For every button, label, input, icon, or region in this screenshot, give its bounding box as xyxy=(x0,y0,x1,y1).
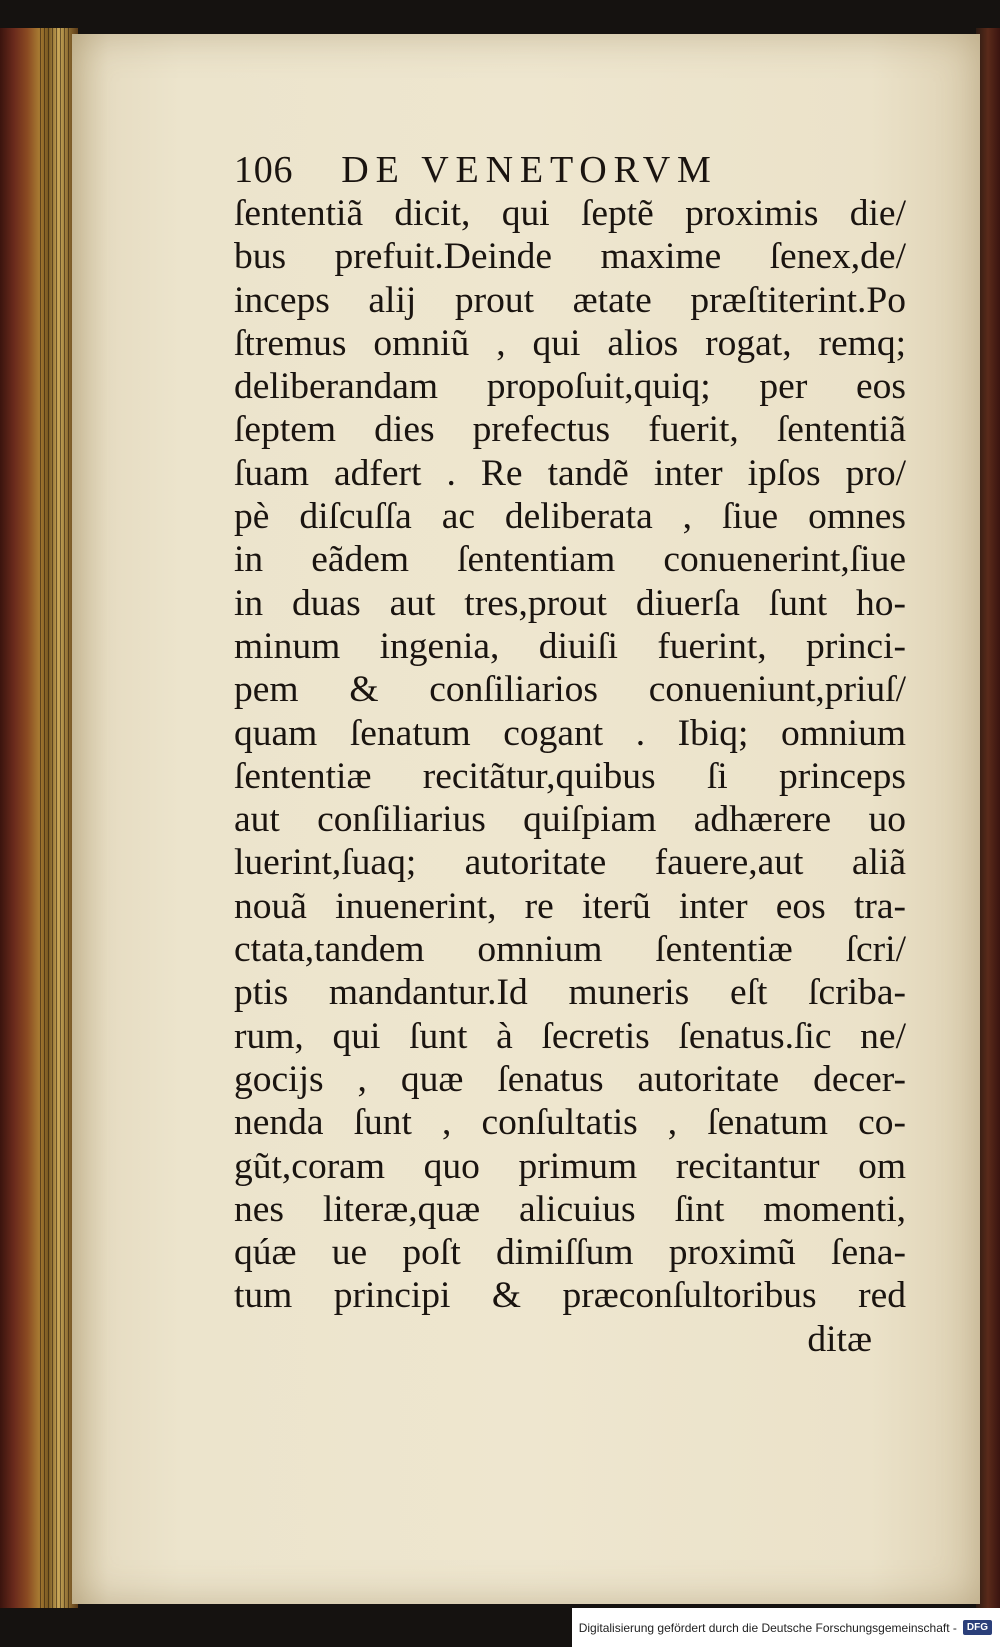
catchword: ditæ xyxy=(807,1318,872,1360)
text-line: ſententiã dicit, qui ſeptẽ proximis die/ xyxy=(234,193,906,234)
text-line: nenda ſunt , conſultatis , ſenatum co- xyxy=(234,1102,906,1144)
credit-text: Digitalisierung gefördert durch die Deutsche Forschungsgemeinschaft - xyxy=(578,1620,957,1635)
body-text xyxy=(234,192,906,1361)
text-line: ptis mandantur.Id muneris eſt ſcriba- xyxy=(234,972,906,1014)
text-line: pem & conſiliarios conueniunt,priuſ/ xyxy=(234,669,906,711)
text-line: ſeptem dies prefectus fuerit, ſententiã xyxy=(234,409,906,451)
text-line: gocijs , quæ ſenatus autoritate decer- xyxy=(234,1058,906,1100)
text-line: in duas aut tres,prout diuerſa ſunt ho- xyxy=(234,582,906,624)
text-line: minum ingenia, diuiſi fuerint, princi- xyxy=(234,625,906,667)
book-fore-edge xyxy=(0,28,78,1608)
text-line: luerint,ſuaq; autoritate fauere,aut aliã xyxy=(234,842,906,884)
text-line: rum, qui ſunt à ſecretis ſenatus.ſic ne/ xyxy=(234,1015,906,1057)
text-line: inceps alij prout ætate præſtiterint.Po xyxy=(234,279,906,321)
text-line: in eãdem ſententiam conuenerint,ſiue xyxy=(234,539,906,581)
page-edges xyxy=(40,28,70,1608)
text-line: qúæ ue poſt dimiſſum proximũ ſena- xyxy=(234,1232,906,1274)
text-line: aut conſiliarius quiſpiam adhærere uo xyxy=(234,799,906,841)
digitization-credit xyxy=(572,1608,1000,1647)
page-header xyxy=(234,148,854,192)
text-line: quam ſenatum cogant . Ibiq; omnium xyxy=(234,712,906,754)
dfg-logo: DFG xyxy=(963,1620,992,1635)
text-line: deliberandam propoſuit,quiq; per eos xyxy=(234,366,906,408)
text-line: ctata,tandem omnium ſententiæ ſcri/ xyxy=(234,929,906,971)
text-line: nes literæ,quæ alicuius ſint momenti, xyxy=(234,1188,906,1230)
text-line: pè diſcuſſa ac deliberata , ſiue omnes xyxy=(234,496,906,538)
text-line: ſuam adfert . Re tandẽ inter ipſos pro/ xyxy=(234,452,906,494)
text-line: ſtremus omniũ , qui alios rogat, remq; xyxy=(234,322,906,364)
running-title: DE VENETORVM xyxy=(341,149,718,191)
text-line: ſententiæ recitãtur,quibus ſi princeps xyxy=(234,755,906,797)
text-line: nouã inuenerint, re iterũ inter eos tra- xyxy=(234,885,906,927)
text-line: bus prefuit.Deinde maxime ſenex,de/ xyxy=(234,236,906,278)
text-line: tum principi & præconſultoribus red xyxy=(234,1275,906,1317)
text-line: gũt,coram quo primum recitantur om xyxy=(234,1145,906,1187)
page-number: 106 xyxy=(234,149,294,191)
